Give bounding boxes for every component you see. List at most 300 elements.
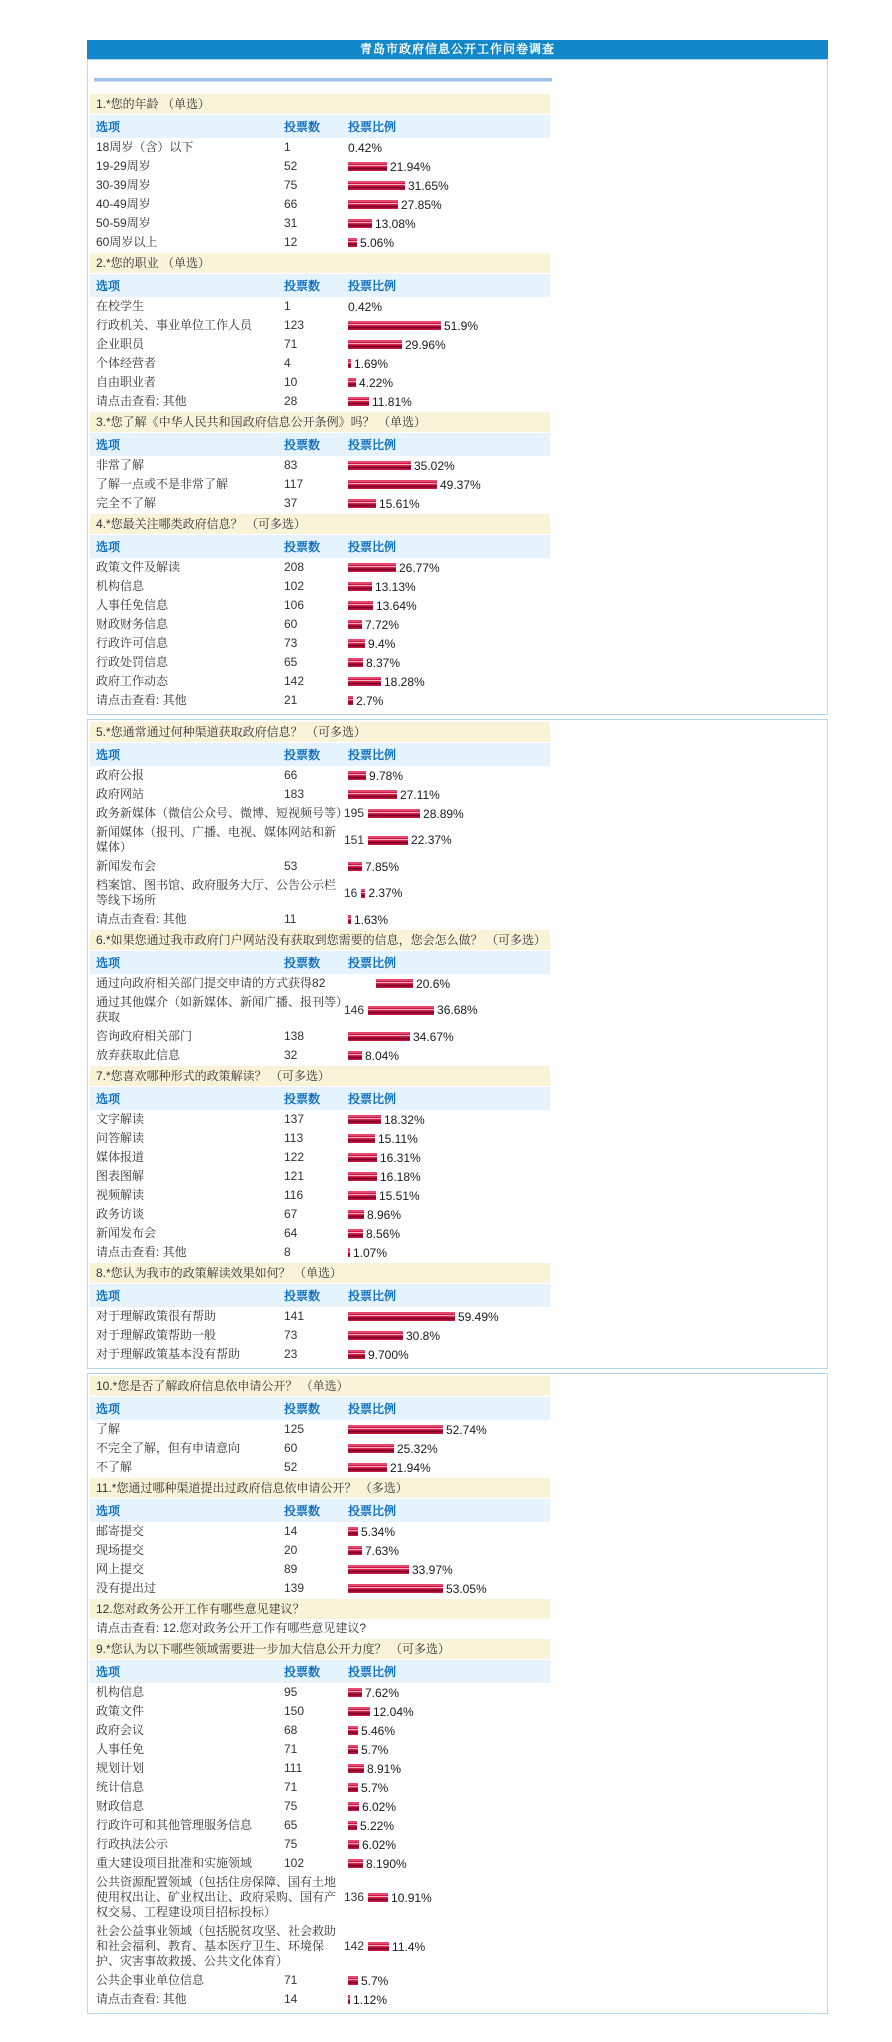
vote-count: 8 xyxy=(284,1245,291,1259)
vote-percent: 1.63% xyxy=(354,912,389,927)
vote-percent: 34.67% xyxy=(413,1029,454,1044)
vote-percent: 51.9% xyxy=(444,318,479,333)
vote-count: 73 xyxy=(284,636,298,650)
column-header-ratio: 投票比例 xyxy=(348,1092,397,1106)
option-label: 机构信息 xyxy=(96,1685,145,1699)
table-row xyxy=(90,1046,550,1065)
vote-bar xyxy=(348,1350,365,1359)
ratio-cell xyxy=(348,1993,387,2007)
vote-percent: 27.85% xyxy=(401,197,442,212)
vote-bar xyxy=(348,1764,364,1773)
ratio-cell xyxy=(348,1525,395,1539)
ratio-cell xyxy=(348,319,478,333)
table-row xyxy=(90,233,550,252)
table-row xyxy=(90,195,550,214)
vote-count: 16 xyxy=(344,885,358,900)
vote-count: 65 xyxy=(284,1818,298,1832)
vote-bar xyxy=(348,378,356,387)
column-header-ratio: 投票比例 xyxy=(348,120,397,134)
vote-count: 37 xyxy=(284,496,298,510)
vote-percent: 15.51% xyxy=(379,1188,420,1203)
vote-bar xyxy=(348,499,376,508)
vote-percent: 25.32% xyxy=(397,1441,438,1456)
vote-count: 111 xyxy=(284,1761,303,1775)
vote-percent: 9.78% xyxy=(369,768,404,783)
vote-percent: 16.31% xyxy=(380,1150,421,1165)
table-row xyxy=(90,577,550,596)
vote-percent: 6.02% xyxy=(362,1799,397,1814)
column-header-ratio: 投票比例 xyxy=(348,279,397,293)
vote-percent: 15.61% xyxy=(379,496,420,511)
column-header-row xyxy=(90,433,550,456)
ratio-cell xyxy=(348,1461,431,1475)
option-label: 新闻发布会 xyxy=(96,859,157,873)
table-row xyxy=(90,214,550,233)
vote-percent: 5.7% xyxy=(361,1742,389,1757)
option-label: 政务访谈 xyxy=(96,1207,145,1221)
vote-percent: 1.69% xyxy=(354,356,389,371)
option-label: 网上提交 xyxy=(96,1562,145,1576)
vote-count: 123 xyxy=(284,318,305,332)
vote-percent: 35.02% xyxy=(414,458,455,473)
option-label: 规划计划 xyxy=(96,1761,145,1775)
vote-count: 116 xyxy=(284,1188,304,1202)
table-row xyxy=(90,1990,550,2009)
vote-percent: 2.7% xyxy=(356,693,384,708)
ratio-cell xyxy=(348,1705,414,1719)
ratio-cell xyxy=(348,338,446,352)
column-header-ratio: 投票比例 xyxy=(348,438,397,452)
header-divider xyxy=(94,78,552,82)
vote-bar xyxy=(348,1210,364,1219)
vote-bar xyxy=(348,1134,375,1143)
vote-bar xyxy=(348,1051,362,1060)
table-row xyxy=(90,1027,550,1046)
column-header-ratio: 投票比例 xyxy=(348,1402,397,1416)
option-label: 政府会议 xyxy=(96,1723,145,1737)
option-label: 新闻发布会 xyxy=(96,1226,157,1240)
vote-count: 102 xyxy=(284,1856,305,1870)
option-label: 政府公报 xyxy=(96,768,145,782)
table-row xyxy=(90,494,550,513)
vote-percent: 33.97% xyxy=(412,1562,453,1577)
vote-count: 141 xyxy=(284,1309,305,1323)
vote-percent: 26.77% xyxy=(399,560,440,575)
column-header-option: 选项 xyxy=(96,279,121,293)
vote-count: 11 xyxy=(284,912,297,926)
column-header-option: 选项 xyxy=(96,956,121,970)
option-label: 行政机关、事业单位工作人员 xyxy=(96,318,253,332)
vote-bar xyxy=(348,1726,358,1735)
ratio-cell xyxy=(348,1329,440,1343)
table-row xyxy=(90,766,550,785)
question-title: 6.*如果您通过我市政府门户网站没有获取到您需要的信息，您会怎么做？ （可多选） xyxy=(90,930,550,950)
vote-bar xyxy=(348,359,351,368)
vote-count: 146 xyxy=(344,1002,365,1017)
vote-count: 4 xyxy=(284,356,291,370)
option-label[interactable]: 请点击查看: 其他 xyxy=(96,394,187,408)
ratio-cell xyxy=(348,860,399,874)
option-label: 邮寄提交 xyxy=(96,1524,145,1538)
option-label: 现场提交 xyxy=(96,1543,145,1557)
vote-percent: 18.28% xyxy=(384,674,425,689)
table-row xyxy=(90,373,550,392)
vote-bar xyxy=(348,340,402,349)
column-header-option: 选项 xyxy=(96,748,121,762)
ratio-cell xyxy=(348,1348,409,1362)
column-header-votes: 投票数 xyxy=(284,540,321,554)
column-header-ratio: 投票比例 xyxy=(348,540,397,554)
question-title: 1.*您的年龄 （单选） xyxy=(90,94,550,114)
table-row xyxy=(90,1816,550,1835)
table-row xyxy=(90,1797,550,1816)
vote-count: 52 xyxy=(284,159,298,173)
ratio-cell xyxy=(348,1170,421,1184)
vote-count: 136 xyxy=(344,1890,365,1904)
vote-count: 71 xyxy=(284,1973,298,1987)
vote-bar xyxy=(376,979,413,988)
ratio-cell xyxy=(348,1762,401,1776)
table-row xyxy=(90,804,550,823)
table-row xyxy=(90,785,550,804)
column-header-votes: 投票数 xyxy=(284,438,321,452)
option-label: 政府网站 xyxy=(96,787,145,801)
option-label: 财政财务信息 xyxy=(96,617,169,631)
vote-count: 75 xyxy=(284,1799,298,1813)
vote-bar xyxy=(348,238,357,247)
vote-bar xyxy=(348,1115,381,1124)
table-row xyxy=(90,1522,550,1541)
table-row xyxy=(90,157,550,176)
option-label: 企业职员 xyxy=(96,337,145,351)
vote-count: 117 xyxy=(284,477,304,491)
vote-count: 95 xyxy=(284,1685,298,1699)
vote-count: 150 xyxy=(284,1704,305,1718)
column-header-option: 选项 xyxy=(96,1092,121,1106)
table-row xyxy=(90,456,550,475)
option-label: 在校学生 xyxy=(96,299,145,313)
vote-percent: 21.94% xyxy=(390,1460,431,1475)
vote-bar xyxy=(361,889,365,898)
option-label[interactable]: 请点击查看: 其他 xyxy=(96,912,187,926)
table-row xyxy=(90,354,550,373)
table-row xyxy=(90,1345,550,1364)
option-label: 咨询政府相关部门 xyxy=(96,1029,193,1043)
vote-percent: 7.63% xyxy=(365,1543,400,1558)
vote-count: 14 xyxy=(284,1524,298,1538)
vote-bar xyxy=(348,790,397,799)
ratio-cell xyxy=(348,236,394,250)
table-row xyxy=(90,974,550,993)
ratio-cell xyxy=(376,977,450,991)
vote-count: 183 xyxy=(284,787,305,801)
ratio-cell xyxy=(348,769,403,783)
vote-percent: 53.05% xyxy=(446,1581,487,1596)
ratio-cell xyxy=(348,1442,438,1456)
vote-percent: 7.62% xyxy=(365,1685,400,1700)
vote-count: 68 xyxy=(284,1723,298,1737)
vote-bar xyxy=(348,461,411,470)
column-header-votes: 投票数 xyxy=(284,120,321,134)
option-label[interactable]: 请点击查看: 12.您对政务公开工作有哪些意见建议? xyxy=(96,1621,367,1635)
vote-count: 21 xyxy=(284,693,298,707)
option-label: 政策文件 xyxy=(96,1704,145,1718)
vote-bar xyxy=(348,1191,376,1200)
survey-panel xyxy=(87,1373,828,2014)
column-header-votes: 投票数 xyxy=(284,1665,321,1679)
option-label[interactable]: 请点击查看: 其他 xyxy=(96,693,187,707)
vote-bar xyxy=(348,696,353,705)
vote-percent: 18.32% xyxy=(384,1112,425,1127)
vote-percent: 59.49% xyxy=(458,1309,499,1324)
ratio-cell xyxy=(348,1049,399,1063)
vote-percent: 11.81% xyxy=(372,394,412,409)
ratio-cell xyxy=(348,675,425,689)
ratio-cell xyxy=(348,1310,499,1324)
vote-percent: 28.89% xyxy=(423,806,464,821)
column-header-ratio: 投票比例 xyxy=(348,956,397,970)
vote-count: 106 xyxy=(284,598,305,612)
option-label: 政府工作动态 xyxy=(96,674,169,688)
vote-bar xyxy=(348,162,387,171)
table-row xyxy=(90,392,550,411)
column-header-option: 选项 xyxy=(96,1665,121,1679)
vote-bar xyxy=(348,1584,443,1593)
column-header-votes: 投票数 xyxy=(284,956,321,970)
option-label: 30-39周岁 xyxy=(96,178,151,192)
table-row xyxy=(90,1541,550,1560)
vote-bar xyxy=(348,1546,362,1555)
ratio-cell xyxy=(368,1940,425,1954)
ratio-cell xyxy=(348,1246,387,1260)
column-header-row xyxy=(90,115,550,138)
ratio-cell xyxy=(348,160,431,174)
vote-count: 14 xyxy=(284,1992,298,2006)
vote-bar xyxy=(368,809,420,818)
ratio-cell xyxy=(368,807,464,821)
table-row xyxy=(90,1326,550,1345)
option-label: 视频解读 xyxy=(96,1188,145,1202)
vote-bar xyxy=(348,1688,362,1697)
option-label: 新闻媒体（报刊、广播、电视、媒体网站和新媒体） xyxy=(96,825,337,854)
ratio-cell xyxy=(348,1563,453,1577)
question-title: 5.*您通常通过何种渠道获取政府信息？ （可多选） xyxy=(90,722,550,742)
vote-count: 67 xyxy=(284,1207,298,1221)
question-title: 7.*您喜欢哪种形式的政策解读？ （可多选） xyxy=(90,1066,550,1086)
vote-bar xyxy=(348,1859,363,1868)
question-title: 11.*您通过哪种渠道提出过政府信息依申请公开？ （多选） xyxy=(90,1478,550,1498)
vote-percent: 5.22% xyxy=(360,1818,395,1833)
column-header-ratio: 投票比例 xyxy=(348,1289,397,1303)
ratio-cell xyxy=(348,1743,388,1757)
column-header-option: 选项 xyxy=(96,1504,121,1518)
ratio-cell xyxy=(348,618,399,632)
vote-percent: 29.96% xyxy=(405,337,446,352)
option-label: 18周岁（含）以下 xyxy=(96,140,194,154)
question-title: 12.您对政务公开工作有哪些意见建议？ xyxy=(90,1599,550,1619)
vote-bar xyxy=(348,1425,443,1434)
table-row xyxy=(90,1835,550,1854)
vote-bar xyxy=(348,321,441,330)
ratio-cell xyxy=(348,637,395,651)
vote-percent: 52.74% xyxy=(446,1422,487,1437)
option-label: 人事任免信息 xyxy=(96,598,169,612)
vote-percent: 8.56% xyxy=(366,1226,401,1241)
vote-count: 142 xyxy=(344,1939,365,1953)
option-label: 自由职业者 xyxy=(96,375,157,389)
vote-count: 23 xyxy=(284,1347,298,1361)
vote-count: 12 xyxy=(284,235,298,249)
option-label: 问答解读 xyxy=(96,1131,145,1145)
table-row xyxy=(90,1243,550,1262)
table-row xyxy=(90,558,550,577)
ratio-cell xyxy=(348,1189,420,1203)
vote-count: 75 xyxy=(284,1837,298,1851)
table-row xyxy=(90,857,550,876)
ratio-cell xyxy=(348,788,440,802)
vote-count: 71 xyxy=(284,1780,298,1794)
vote-percent: 15.11% xyxy=(378,1131,418,1146)
ratio-cell xyxy=(348,1208,401,1222)
vote-bar xyxy=(348,1707,370,1716)
option-label: 重大建设项目批准和实施领域 xyxy=(96,1856,253,1870)
column-header-row xyxy=(90,1499,550,1522)
ratio-cell xyxy=(348,1819,394,1833)
vote-bar xyxy=(348,1745,358,1754)
vote-count: 73 xyxy=(284,1328,298,1342)
option-label: 公共企事业单位信息 xyxy=(96,1973,205,1987)
vote-bar xyxy=(348,1032,410,1041)
table-row xyxy=(90,1683,550,1702)
table-row xyxy=(90,316,550,335)
option-label: 40-49周岁 xyxy=(96,197,151,211)
vote-count: 71 xyxy=(284,337,298,351)
vote-bar xyxy=(368,1893,388,1902)
vote-bar xyxy=(348,1802,359,1811)
table-row xyxy=(90,1778,550,1797)
option-label: 图表图解 xyxy=(96,1169,145,1183)
vote-bar xyxy=(348,480,437,489)
vote-percent: 12.04% xyxy=(373,1704,414,1719)
option-label: 通过其他媒介（如新媒体、新闻广播、报刊等）获取 xyxy=(96,995,343,1024)
vote-count: 66 xyxy=(284,197,298,211)
vote-bar xyxy=(348,639,365,648)
vote-percent: 20.6% xyxy=(416,976,451,991)
ratio-cell xyxy=(348,561,440,575)
ratio-cell xyxy=(348,1857,407,1871)
column-header-row xyxy=(90,1397,550,1420)
question-title: 10.*您是否了解政府信息依申请公开？ （单选） xyxy=(90,1376,550,1396)
ratio-cell xyxy=(348,217,416,231)
ratio-cell xyxy=(348,300,382,314)
option-label: 通过向政府相关部门提交申请的方式获得 xyxy=(96,976,313,990)
vote-count: 20 xyxy=(284,1543,298,1557)
option-label: 档案馆、图书馆、政府服务大厅、公告公示栏等线下场所 xyxy=(96,878,337,907)
ratio-cell xyxy=(348,141,382,155)
table-row xyxy=(90,1873,550,1922)
survey-panel xyxy=(87,59,828,715)
table-row xyxy=(90,672,550,691)
vote-bar xyxy=(368,1006,434,1015)
option-label: 人事任免 xyxy=(96,1742,145,1756)
ratio-cell xyxy=(348,357,388,371)
ratio-cell xyxy=(348,1113,425,1127)
ratio-cell xyxy=(348,1423,487,1437)
option-label: 政策文件及解读 xyxy=(96,560,181,574)
vote-percent: 9.4% xyxy=(368,636,396,651)
column-header-row xyxy=(90,1284,550,1307)
column-header-votes: 投票数 xyxy=(284,1402,321,1416)
ratio-cell xyxy=(348,198,442,212)
ratio-cell xyxy=(348,1030,454,1044)
table-row xyxy=(90,993,550,1027)
vote-bar xyxy=(348,1783,358,1792)
vote-percent: 30.8% xyxy=(406,1328,441,1343)
vote-percent: 7.72% xyxy=(365,617,400,632)
vote-count: 60 xyxy=(284,617,298,631)
column-header-option: 选项 xyxy=(96,438,121,452)
ratio-cell xyxy=(348,1582,487,1596)
column-header-option: 选项 xyxy=(96,120,121,134)
vote-percent: 13.08% xyxy=(375,216,416,231)
panels xyxy=(87,59,828,2014)
ratio-cell xyxy=(348,1724,395,1738)
vote-bar xyxy=(348,397,369,406)
option-label: 媒体报道 xyxy=(96,1150,145,1164)
vote-count: 82 xyxy=(312,976,326,990)
vote-percent: 4.22% xyxy=(359,375,394,390)
vote-percent: 5.46% xyxy=(361,1723,396,1738)
ratio-cell xyxy=(348,1544,399,1558)
vote-count: 66 xyxy=(284,768,298,782)
column-header-votes: 投票数 xyxy=(284,1504,321,1518)
table-row xyxy=(90,876,550,910)
option-label[interactable]: 请点击查看: 其他 xyxy=(96,1992,187,2006)
option-label: 19-29周岁 xyxy=(96,159,151,173)
table-row xyxy=(90,615,550,634)
ratio-cell xyxy=(348,395,412,409)
option-label: 财政信息 xyxy=(96,1799,145,1813)
vote-count: 71 xyxy=(284,1742,298,1756)
vote-bar xyxy=(348,219,372,228)
vote-bar xyxy=(368,1942,389,1951)
ratio-cell xyxy=(348,478,481,492)
table-row xyxy=(90,634,550,653)
vote-bar xyxy=(348,658,363,667)
vote-count: 113 xyxy=(284,1131,304,1145)
vote-percent: 8.190% xyxy=(366,1856,407,1871)
vote-bar xyxy=(348,677,381,686)
vote-bar xyxy=(348,582,372,591)
vote-percent: 13.13% xyxy=(375,579,416,594)
question-title: 9.*您认为以下哪些领域需要进一步加大信息公开力度？ （可多选） xyxy=(90,1639,550,1659)
vote-percent: 13.64% xyxy=(376,598,417,613)
table-row xyxy=(90,1224,550,1243)
option-label: 50-59周岁 xyxy=(96,216,151,230)
column-header-option: 选项 xyxy=(96,1402,121,1416)
option-label: 完全不了解 xyxy=(96,496,157,510)
vote-count: 151 xyxy=(344,832,365,847)
vote-bar xyxy=(348,862,362,871)
table-row xyxy=(90,1167,550,1186)
vote-percent: 8.96% xyxy=(367,1207,402,1222)
option-label: 了解 xyxy=(96,1422,121,1436)
vote-count: 1 xyxy=(284,140,291,154)
vote-bar xyxy=(348,563,396,572)
vote-count: 75 xyxy=(284,178,298,192)
option-label[interactable]: 请点击查看: 其他 xyxy=(96,1245,187,1259)
vote-count: 102 xyxy=(284,579,305,593)
